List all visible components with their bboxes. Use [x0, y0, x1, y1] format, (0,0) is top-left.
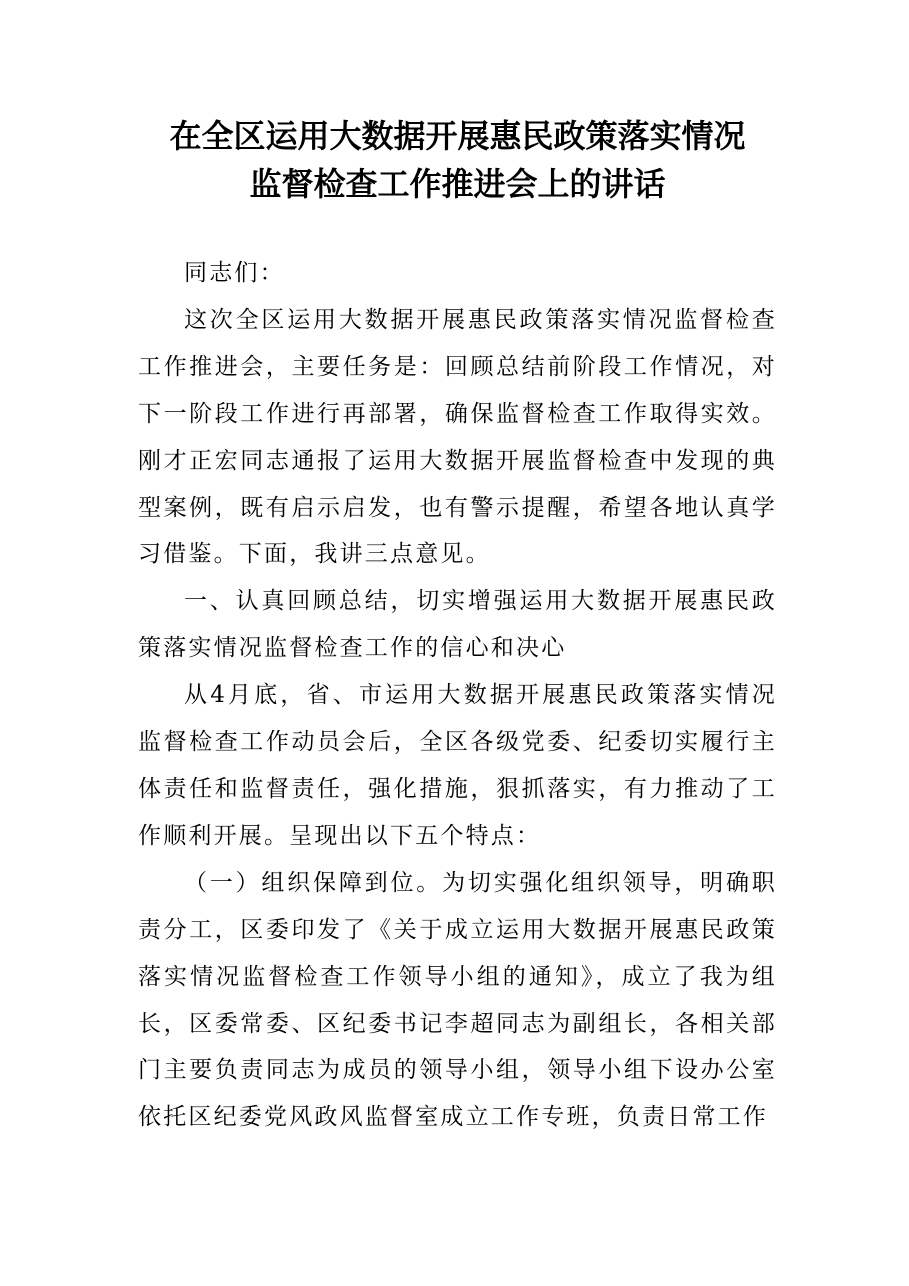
section-heading-1: 一、认真回顾总结，切实增强运用大数据开展惠民政策落实情况监督检查工作的信心和决心 — [138, 588, 777, 662]
document-title — [138, 112, 777, 208]
paragraph-point-1: （一）组织保障到位。为切实强化组织领导，明确职责分工，区委印发了《关于成立运用大数据开展惠民政策落实情况监督检查工作领导小组的通知》，成立了我为组长，区委常委、区纪委书记李超同志为副组长，各相关部门主要负责同志为成员的领导小组，领导小组下设办公室依托区纪委党风政风监督室成立工作专班，负责日常工作 — [138, 869, 777, 1131]
title-line-1: 在全区运用大数据开展惠民政策落实情况 — [169, 117, 746, 155]
paragraph-intro: 这次全区运用大数据开展惠民政策落实情况监督检查工作推进会，主要任务是：回顾总结前阶段工作情况，对下一阶段工作进行再部署，确保监督检查工作取得实效。刚才正宏同志通报了运用大数据开展监督检查中发现的典型案例，既有启示启发，也有警示提醒，希望各地认真学习借鉴。下面，我讲三点意见。 — [138, 306, 777, 568]
title-line-2: 监督检查工作推进会上的讲话 — [249, 165, 666, 203]
salutation: 同志们： — [184, 260, 285, 286]
document-body — [138, 250, 777, 1141]
paragraph-overview: 从4月底，省、市运用大数据开展惠民政策落实情况监督检查工作动员会后，全区各级党委、纪委切实履行主体责任和监督责任，强化措施，狠抓落实，有力推动了工作顺利开展。呈现出以下五个特点： — [138, 682, 777, 849]
